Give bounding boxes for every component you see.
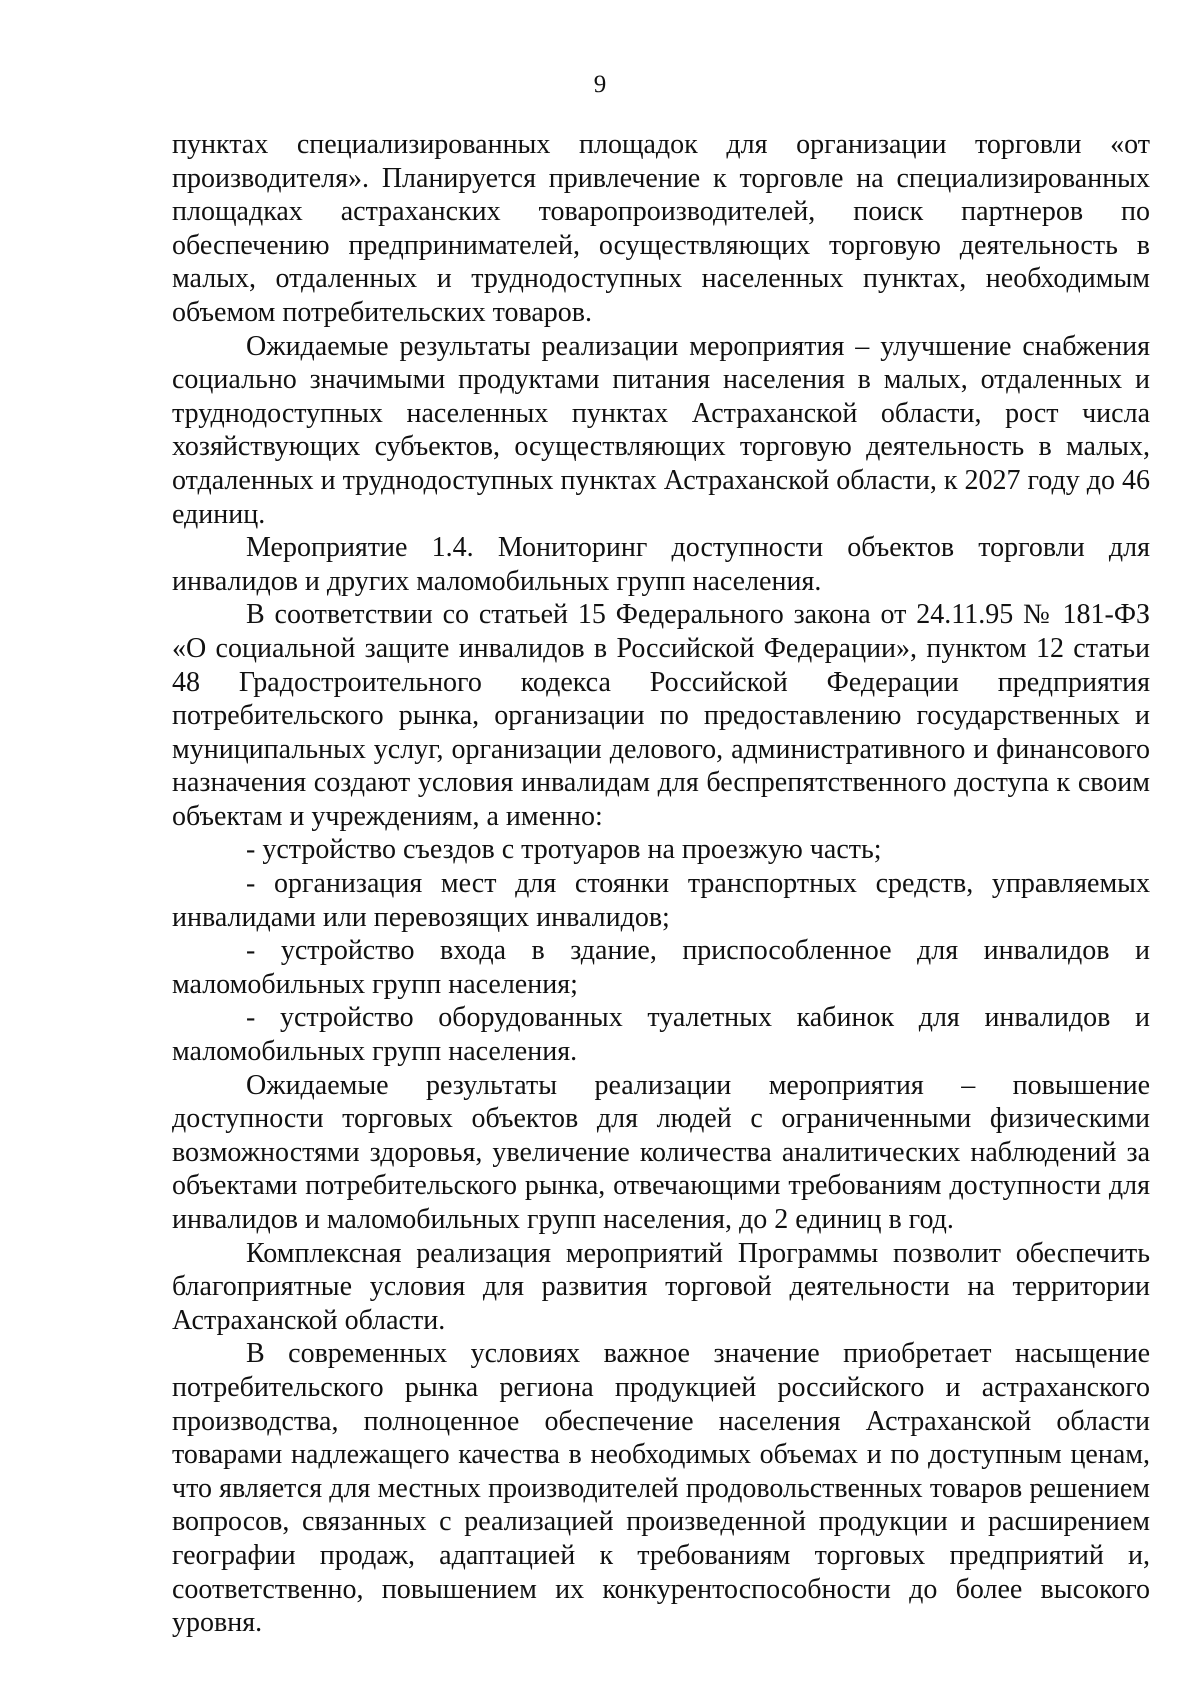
list-item-parking: - организация мест для стоянки транспортных средств, управляемых инвалидами или перевозящих инвалидов; xyxy=(172,868,1150,933)
paragraph-measure-1-4-title: Мероприятие 1.4. Мониторинг доступности объектов торговли для инвалидов и других маломобильных групп населения. xyxy=(172,532,1150,597)
paragraph-market-saturation: В современных условиях важное значение приобретает насыщение потребительского рынка региона продукцией российского и астраханского производства, полноценное обеспечение населения Астраханской области товарами надлежащего качества в необходимых объемах и по доступным ценам, что является для местных производителей продовольственных товаров решением вопросов, связанных с реализацией произведенной продукции и расширением географии продаж, адаптацией к требованиям торговых предприятий и, соответственно, повышением их конкурентоспособности до более высокого уровня. xyxy=(172,1338,1150,1639)
list-item-toilets: - устройство оборудованных туалетных кабинок для инвалидов и маломобильных групп населения. xyxy=(172,1002,1150,1068)
list-item-entrance: - устройство входа в здание, приспособленное для инвалидов и маломобильных групп населения; xyxy=(172,935,1150,1000)
paragraph-expected-results-1-4: Ожидаемые результаты реализации мероприятия – повышение доступности торговых объектов для людей с ограниченными физическими возможностями здоровья, увеличение количества аналитических наблюдений за объектами потребительского рынка, отвечающими требованиям доступности для инвалидов и маломобильных групп населения, до 2 единиц в год. xyxy=(172,1069,1150,1235)
document-body xyxy=(172,128,1150,1640)
paragraph-continuation: пунктах специализированных площадок для организации торговли «от производителя». Планируется привлечение к торговле на специализированных площадках астраханских товаропроизводителей, поиск партнеров по обеспечению предпринимателей, осуществляющих торговую деятельность в малых, отдаленных и труднодоступных населенных пунктах, необходимым объемом потребительских товаров. xyxy=(172,129,1150,328)
paragraph-federal-law: В соответствии со статьей 15 Федерального закона от 24.11.95 № 181-ФЗ «О социальной защите инвалидов в Российской Федерации», пунктом 12 статьи 48 Градостроительного кодекса Российской Федерации предприятия потребительского рынка, организации по предоставлению государственных и муниципальных услуг, организации делового, административного и финансового назначения создают условия инвалидам для беспрепятственного доступа к своим объектам и учреждениям, а именно: xyxy=(172,599,1150,832)
paragraph-program-summary: Комплексная реализация мероприятий Программы позволит обеспечить благоприятные условия для развития торговой деятельности на территории Астраханской области. xyxy=(172,1237,1150,1336)
paragraph-expected-results-1-3: Ожидаемые результаты реализации мероприятия – улучшение снабжения социально значимыми продуктами питания населения в малых, отдаленных и труднодоступных населенных пунктах Астраханской области, рост числа хозяйствующих субъектов, осуществляющих торговую деятельность в малых, отдаленных и труднодоступных пунктах Астраханской области, к 2027 году до 46 единиц. xyxy=(172,330,1150,530)
page-number: 9 xyxy=(593,71,607,98)
list-item-curb-ramps: - устройство съездов с тротуаров на проезжую часть; xyxy=(246,834,882,866)
